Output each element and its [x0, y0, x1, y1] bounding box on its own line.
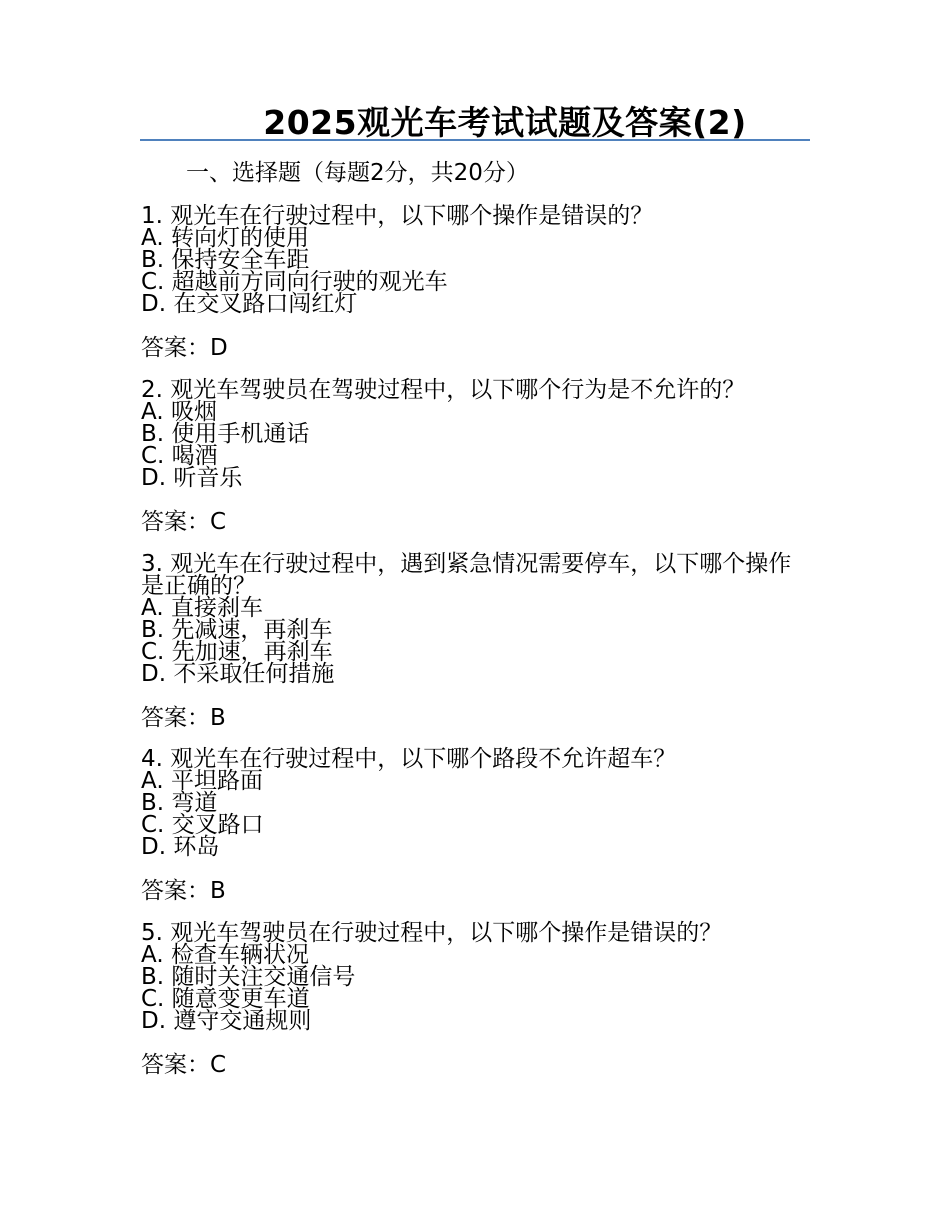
- answer-text: 答案：C: [141, 509, 227, 535]
- option-c: C. 交叉路口: [141, 812, 264, 838]
- question-4: [141, 748, 811, 902]
- option-c: C. 随意变更车道: [141, 986, 310, 1012]
- question-text: 2. 观光车驾驶员在驾驶过程中，以下哪个行为是不允许的？: [141, 377, 746, 403]
- option-c: C. 先加速，再刹车: [141, 639, 333, 665]
- option-a: A. 转向灯的使用: [141, 225, 309, 251]
- option-a: A. 平坦路面: [141, 768, 263, 794]
- question-2: [141, 379, 811, 533]
- option-d: D. 不采取任何措施: [141, 661, 335, 687]
- option-b: B. 先减速，再刹车: [141, 617, 333, 643]
- question-text: 1. 观光车在行驶过程中，以下哪个操作是错误的？: [141, 203, 654, 229]
- option-a: A. 吸烟: [141, 399, 217, 425]
- option-c: C. 超越前方同向行驶的观光车: [141, 269, 448, 295]
- option-a: A. 直接刹车: [141, 595, 263, 621]
- document-title: 2025观光车考试试题及答案(2): [263, 103, 747, 142]
- option-c: C. 喝酒: [141, 443, 218, 469]
- option-b: B. 随时关注交通信号: [141, 964, 356, 990]
- option-b: B. 使用手机通话: [141, 421, 310, 447]
- option-d: D. 在交叉路口闯红灯: [141, 291, 358, 317]
- option-b: B. 保持安全车距: [141, 247, 310, 273]
- question-text: 5. 观光车驾驶员在行驶过程中，以下哪个操作是错误的？: [141, 920, 723, 946]
- question-3: [141, 553, 811, 729]
- question-text: 3. 观光车在行驶过程中，遇到紧急情况需要停车，以下哪个操作是正确的？: [141, 551, 792, 599]
- option-d: D. 环岛: [141, 834, 220, 860]
- question-1: [141, 205, 811, 359]
- answer-text: 答案：B: [141, 878, 226, 904]
- option-d: D. 听音乐: [141, 465, 243, 491]
- question-text: 4. 观光车在行驶过程中，以下哪个路段不允许超车？: [141, 746, 677, 772]
- answer-text: 答案：B: [141, 705, 226, 731]
- option-a: A. 检查车辆状况: [141, 942, 309, 968]
- section-heading: 一、选择题（每题2分，共20分）: [186, 160, 529, 186]
- answer-text: 答案：C: [141, 1052, 227, 1078]
- option-b: B. 弯道: [141, 790, 218, 816]
- question-5: [141, 922, 811, 1076]
- title-underline: [140, 139, 810, 141]
- option-d: D. 遵守交通规则: [141, 1008, 312, 1034]
- answer-text: 答案：D: [141, 335, 228, 361]
